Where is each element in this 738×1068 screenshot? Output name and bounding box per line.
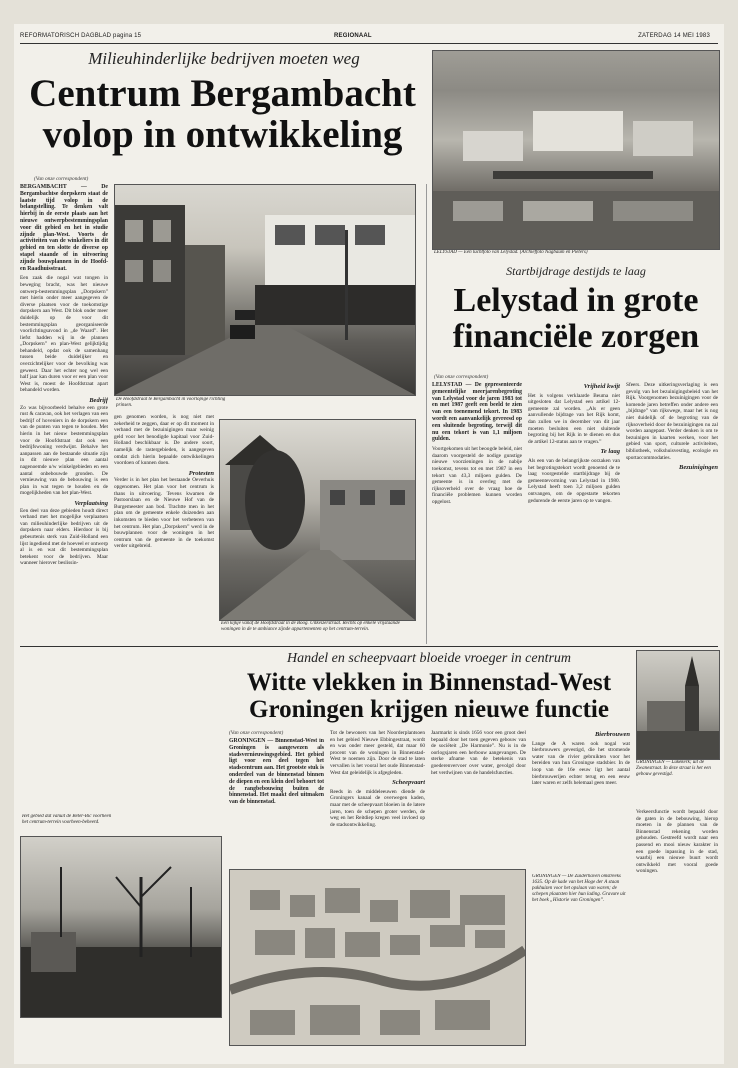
article3-column-2	[330, 730, 425, 864]
article1-headline-line2: volop in ontwikkeling	[42, 113, 403, 156]
article3-column-1	[229, 738, 324, 864]
subhead-bezuinigingen: Bezuinigingen	[678, 464, 718, 472]
photo-trees	[20, 836, 222, 1018]
article1-body4: gen genomen worden, is nog niet met zekerheid te zeggen, daar er op dit moment in verband met de bezuinigingen maar weinig geld voor het benodigde kapitaal voor Zuid-Holland beschikbaar is. De andere soort, namelijk de rastergebieden, is aangegeven omdat zich hierin bepaalde ontwikkelingen voordoen of kunnen doen.	[114, 414, 214, 467]
aerial-graphic	[433, 51, 719, 249]
article3-body4: Jaarmarkt is sinds 1656 voor een groot deel bepaald door het toen gegeven gebouw van de sociëteit „De Harmonie”. Nu is in de oorlogsjaren een herbouw aangevangen. De sterke afname van de betekenis van goederenvervoer over water, gevolgd door het verdwijnen van de handelsfuncties.	[431, 730, 526, 776]
caption-hoofdstraat: De Hoofdstraat te Bergambacht in voorlopige richting prinsen.	[116, 397, 226, 408]
caption-boog: Een kijkje vanaf de Hoofdstraat in de Boog. Uitkeizerstraat. Rechts op enkele vrijstaande woningen in de te ambiance zijnde appartementen op het centrum-terrein.	[221, 621, 400, 632]
article2-column-2	[528, 382, 620, 644]
header-rule	[20, 43, 718, 44]
trees-graphic	[21, 837, 221, 1017]
boog-scene-graphic	[220, 420, 415, 620]
subhead-bierbrouwen: Bierbrouwen	[594, 731, 630, 738]
photo-hoofdstraat	[114, 184, 416, 396]
article3-body5: Verkeersfunctie wordt bepaald door de gaten in de bebouwing, hierop moeten in de plannen van de Binnenstad rekening worden gehouden. Gestreefd wordt naar een passend en mooi nieuw karakter in een goede inpassing in de stad, waarbij een nieuwe buurt wordt ontwikkeld met vooral goede woningen.	[636, 809, 718, 875]
article3-column-4	[532, 730, 630, 864]
header-date: ZATERDAG 14 MEI 1983	[638, 33, 710, 39]
article3-body3: Lange de A waren ook nogal wat bierbrouwers gevestigd, die het stromende water van de rivier gebruikten voor het bereiden van hun Groningse stadsbier. In de loop van de 16e eeuw ligt het aantal bierbrouwerijen echter terug en een eeuw later waren er zelfs helemaal geen meer.	[532, 740, 630, 787]
header-left: REFORMATORISCH DAGBLAD pagina 15	[20, 33, 142, 39]
subhead-telaag: Te laag	[600, 448, 620, 456]
article1-body3: Een deel van deze gebieden houdt direct verband met het mogelijke verplaatsen van milieuhinderlijke bedrijven uit de dorpskern naar elders. Hierdoor is bij gebeurtenis sterk van Zuid-Holland een lijst ingediend met de hoeveel er ontwerp al is en wat dit bestemmingsplan betekent voor de bedrijven. Maar wanneer hierover beslissin-	[20, 507, 108, 567]
church-graphic	[637, 651, 719, 759]
article3-headline-line1: Witte vlekken in Binnenstad-West	[246, 669, 612, 696]
article1-body2: Zo was bijvoorbeeld behalve een grote rust & caravan, ook het verlagen van een bedrijf of hoveniers in de dorpskern een van de punten van tegen te houden. Met hierin in het nieuw bestemmingsplan voor de Hoofdstraat dat ook een bedrijfswoning verdwijnt. Behalve het aanpassen aan de bestaande situatie zijn in dit nieuwe plan een aantal nagenoemde u/w winkelgebieden en een aantal onbebouwde gronden. De vernieuwing van de bebouwing is een plan in wat tegen te houden en de mogelijkheden van het plan-West.	[20, 404, 108, 497]
article2-headline-line1: Lelystad in grote	[453, 282, 699, 319]
article2-body3: Als een van de belangrijkste oorzaken van het begrotingstekort wordt genoemd de te laag voorgestelde startbijdrage bij de gemeentevorming van Lelystad in 1980. Lelystad heeft toen 3,2 miljoen gulden ontvangen, om de opgestarte tekorten gedurende de eerste jaren op te vangen.	[528, 457, 620, 504]
article2-body4: Sfeers. Deze uitkeringsverlaging is een gevolg van het bezuinigingsbeleid van het Rijk. Voorgenomen bezuinigingen voor de komende jaren betreffen onder andere een „bijdrage” van rijkswege, maar het is nog niet duidelijk of de begroting van de rijksoverheid door de bezuinigingen nu zal worden aangepast. Verder denken is om te bezuinigen in kaarten werken, voor het gebied van sport, culturele activiteiten, bibliotheek, volkshuisvesting, ecologie en sportaccommodaties.	[626, 382, 718, 461]
subhead-vrijheid: Vrijheid kwijt	[583, 383, 620, 390]
article3-body2: Reeds in de middeleeuwen diende de Groningers kanaal de overwegen kaden, maar met de scheepvaart bloeien in de latere jaren, toen de schepen groter werden, de weg en het Reitdiep kregen veel invloed op de stadsontwikkeling.	[330, 788, 425, 828]
article2-headline-line2: financiële zorgen	[452, 318, 700, 355]
subhead-scheepvaart: Scheepvaart	[392, 779, 425, 787]
article3-byline: (Van onze correspondent)	[229, 730, 284, 736]
caption-church: GRONINGEN — Lukekerk; uit de Zwanestraat. In deze straat is het een gebouw gevestigd.	[636, 760, 711, 777]
article2-body2: Het is volgens verklaarde Beuma niet uitgesloten dat Lelystad een artikel 12-gemeente zal worden. „Als er geen aanvullende bijdrage van het Rijk komt, dan zullen we in december van dit jaar moeten besluiten een niet sluitende begroting bij het Rijk in te dienen en dus de artikel 12-status aan te vragen.”	[528, 392, 620, 445]
article3-lead: GRONINGEN — Binnenstad-West in Groningen is aangewezen als stadsvernieuwingsgebied. Het gebied ligt voor een deel tegen het stadscentrum aan. Het grootste stuk is onderdeel van de binnenstad binnen de diepen en een klein deel behoort tot de rangbebouwing buiten de binnenstad. Het maakt deel uitmaken van de binnenstad.	[229, 738, 324, 806]
article3-body1: Tot de bewoners van het Noorderplantsoen en het gebied Nieuwe Ebbingestraat, wordt en was onder meer gesteld, dat maar 60 procent van de woningen in Binnenstad-West te noemen zijn. Door de stad te laten vervallen is het vooral het oude Binnenstad-West dat geleidelijk is afgegleden.	[330, 730, 425, 776]
caption-bottom-photo: Het gebied dat vanuit de Beter-Bic voorheen het centrum-terrein voorheen-beheerd.	[22, 814, 112, 825]
article1-body1: Een zaak die nogal wat tongen in beweging bracht, was het nieuwe ontwerp-bestemmingsplan „Dorpskern” met hierin onder meer aangegeven de diverse plaatsen voor de toekomstige dorpskern aan West. Dit blok onder meer duidelijk op de voor dit bestemmingsplan georganiseerde voorlichtingsavond in „de Waard”. Het liefst hadden wij in de plannen „Dorpskern” en plan-West gelijktijdig behandeld, opdat ook de samenhang tussen beide duidelijker en overzichtelijker voor de bevolking was geweest. Daar het echter nog wel een half jaar kan duren voor er een plan voor West is, moest de Hoofdstraat apart behandeld worden.	[20, 275, 108, 394]
street-scene-graphic	[115, 185, 415, 395]
article1-body5: Verder is in het plan het bestaande Oeverhuis opgenomen. Het plan voor het centrum is thans in uitvoering. Tevens kwamen de Pastoorslaan en de Nieuwe Hof van de Burgemeester aan bod. Trachtte men in het plan om de gemeente enkele duizenden aan inkomsten te bieden voor het verbeteren van het centrum. Het plan „Dorpskern” werd in de bouwplannen voor de woningen in het centrum van de gemeente in de toekomst verder uitgebreid.	[114, 477, 214, 550]
article2-column-1	[432, 382, 522, 644]
article1-kicker: Milieuhinderlijke bedrijven moeten weg	[88, 49, 360, 68]
article3-headline-line2: Groningen krijgen nieuwe functie	[249, 696, 609, 723]
article3-kicker: Handel en scheepvaart bloeide vroeger in centrum	[286, 651, 572, 666]
subhead-protesten: Protesten	[188, 469, 214, 477]
section-rule	[20, 646, 718, 647]
article1-column-2	[114, 414, 214, 644]
article1-column-1	[20, 184, 108, 644]
caption-lelystad: LELYSTAD — Een luchtfoto van Lelystad. (Archieffoto Nagbaum en Pieters)	[434, 250, 588, 255]
photo-church	[636, 650, 720, 760]
column-divider	[426, 184, 427, 644]
header-section: REGIONAAL	[334, 33, 372, 39]
subhead-bedrijf: Bedrijf	[89, 397, 108, 405]
article1-lead: BERGAMBACHT — De Bergambachtse dorpskern staat de laatste tijd volop in de belangstelling. Te denken valt hierbij in de eerste plaats aan het nieuwe ontwerpbestemmingsplan voor dit gebied en het in studie zijnde plan-West. Voorts de activiteiten van de winkeliers in dit gebied en ten slotte de diverse op stapel staande of in uitvoering zijnde bouwplannen in de Hoofd- en Raadhuisstraat.	[20, 184, 108, 272]
map-graphic	[230, 870, 525, 1045]
caption-map: GRONINGEN — De Zuiderhaven omstreeks 1635. Op de kade van het Hoge der A staan pakhuizen voor het opslaan van waren; de schepen plaatsten hier hun lading. Gravure uit het boek „Historie van Groningen”.	[532, 874, 626, 903]
article1-byline: (Van onze correspondent)	[34, 176, 89, 182]
newspaper-page	[14, 24, 724, 1064]
article2-body1: Voortgekomen uit het beoogde beleid, niet daarom voorgesteld de nodige gunstige nieuwe voorzieningen in de nabije toekomst, tevens tot en met 1987 in een tekort van 43,3 miljoen gulden. De gemeente is in overleg met de rijksoverheid over de vraag hoe de financiële problemen kunnen worden opgelost.	[432, 446, 522, 505]
subhead-verplaatsing: Verplaatsing	[74, 499, 108, 507]
article3-column-5	[636, 809, 718, 1044]
map-groningen-1635	[229, 869, 526, 1046]
article2-lead: LELYSTAD — De gepresenteerde gemeentelijke meerjarenbegroting van Lelystad voor de jaren 1983 tot en met 1987 geeft een beeld te zien van een toenemend tekort. In 1983 wordt een aanvankelijk gevreesd op een sluitende begroting, terwijl dit nu een tekort is van 1,1 miljoen gulden.	[432, 382, 522, 443]
article3-column-3	[431, 730, 526, 864]
article2-kicker: Startbijdrage destijds te laag	[506, 264, 646, 278]
photo-boog-street	[219, 419, 416, 621]
article2-column-3	[626, 382, 718, 644]
photo-lelystad-aerial	[432, 50, 720, 250]
article1-headline-line1: Centrum Bergambacht	[29, 72, 416, 115]
article2-byline: (Van onze correspondent)	[434, 374, 489, 380]
